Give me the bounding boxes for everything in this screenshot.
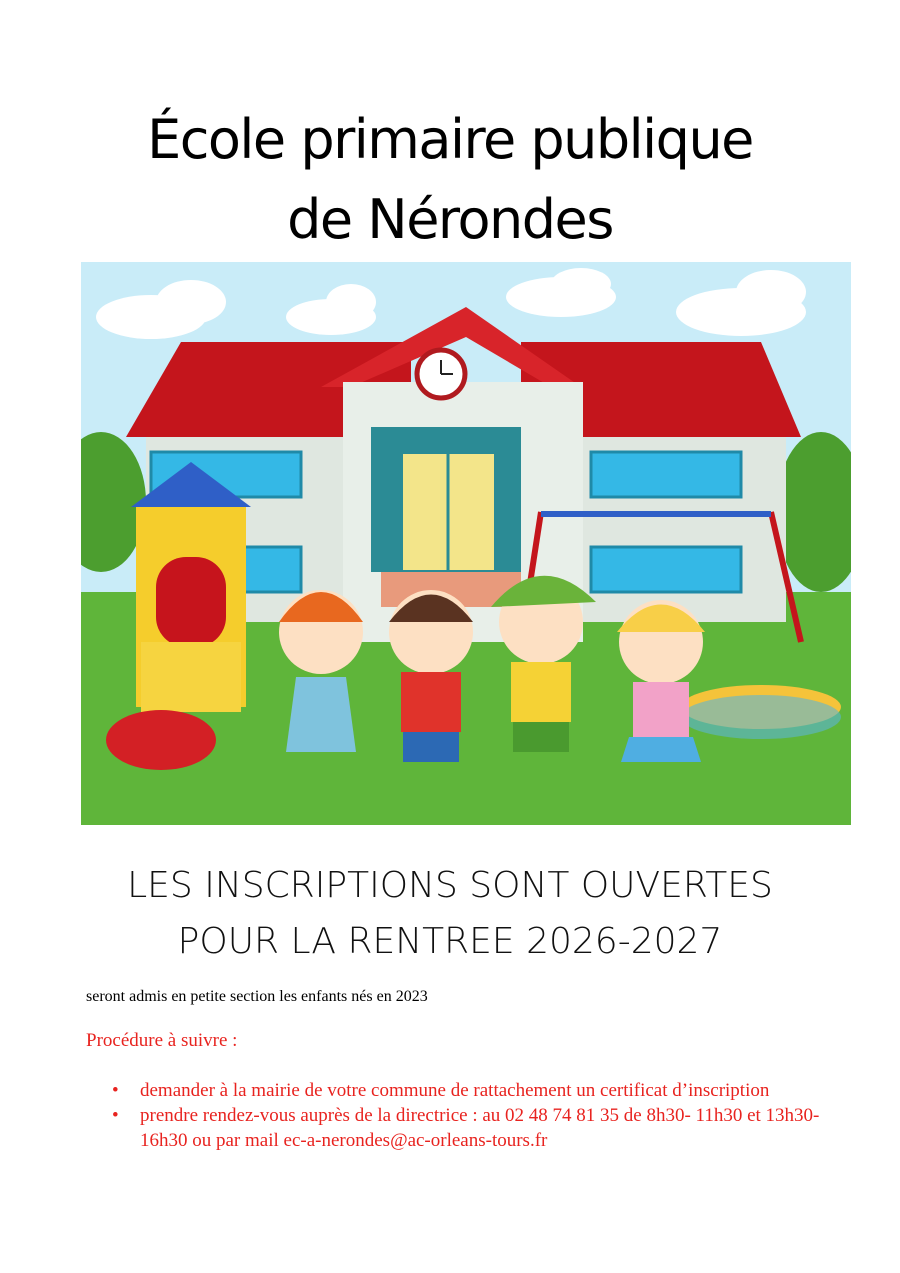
school-title-line2: de Nérondes	[287, 188, 613, 251]
headline-line2: POUR LA RENTREE 2026-2027	[177, 921, 723, 962]
admission-note: seront admis en petite section les enfants nés en 2023	[86, 988, 428, 1005]
school-title	[0, 100, 900, 260]
school-illustration	[81, 262, 851, 825]
procedure-steps	[86, 1078, 826, 1153]
tunnel	[106, 710, 216, 770]
bullet-icon: •	[112, 1105, 119, 1126]
registration-headline	[0, 858, 900, 970]
step-text: prendre rendez-vous auprès de la directrice : au 02 48 74 81 35 de 8h30- 11h30 et 13h30-16h30 ou par mail ec-a-nerondes@ac-orleans-tours.fr	[140, 1105, 820, 1151]
play-tower	[131, 462, 251, 712]
list-item	[86, 1078, 826, 1103]
list-item	[86, 1103, 826, 1153]
school-title-line1: École primaire publique	[147, 108, 753, 171]
step-text: demander à la mairie de votre commune de rattachement un certificat d’inscription	[140, 1080, 770, 1101]
procedure-label: Procédure à suivre :	[86, 1030, 238, 1051]
bullet-icon: •	[112, 1080, 119, 1101]
headline-line1: LES INSCRIPTIONS SONT OUVERTES	[127, 865, 773, 906]
